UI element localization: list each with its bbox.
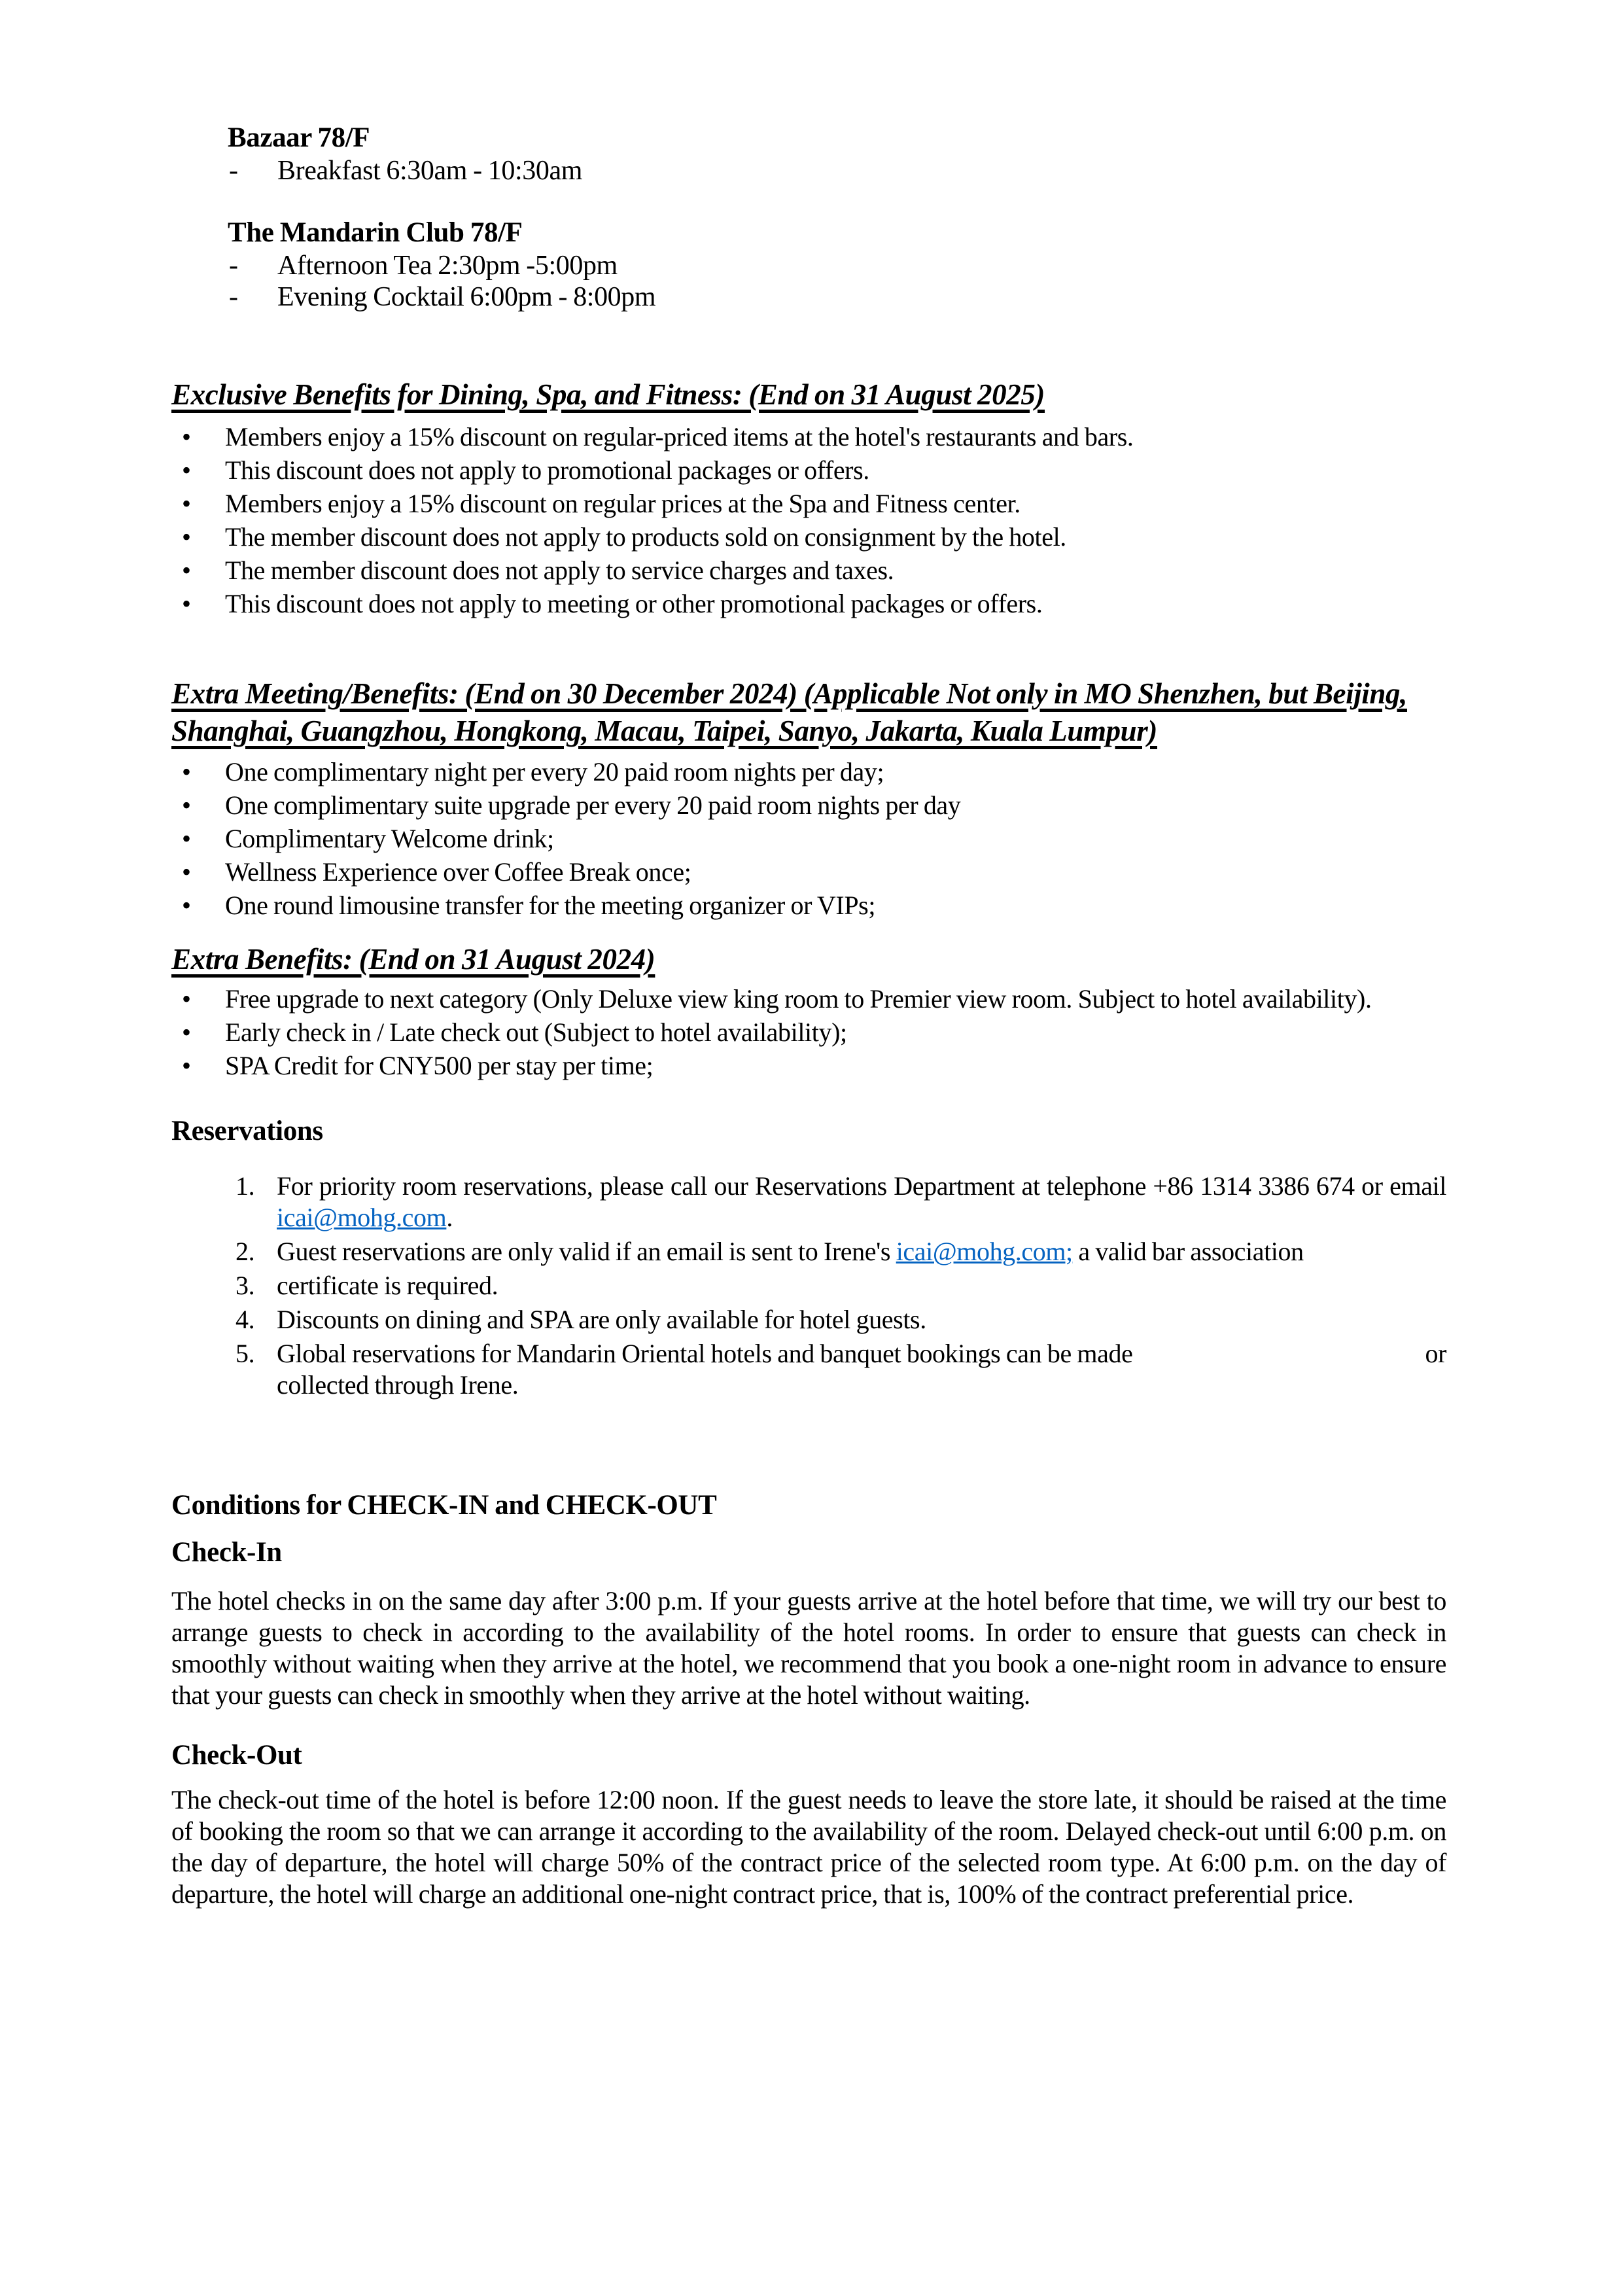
numbered-item-text [277,1338,1446,1401]
check-out-heading: Check-Out [171,1740,302,1771]
item-text-after-link: a valid bar association [1072,1237,1304,1266]
bullet-marker: • [182,422,191,451]
numbered-item-1 [171,1171,1446,1233]
numbered-item-4 [171,1304,1446,1335]
list-item-text: This discount does not apply to meeting or other promotional packages or offers. [225,589,1043,618]
list-item-text: Wellness Experience over Coffee Break once; [225,857,691,887]
list-item-text: This discount does not apply to promotional packages or offers. [225,455,869,485]
reservations-list [171,1171,1446,1401]
section-heading-exclusive-benefits [171,376,1446,414]
list-item-text: Complimentary Welcome drink; [225,824,554,853]
list-item [171,790,1446,821]
item-text-before-link: For priority room reservations, please call our Reservations Department at telephone +86 1314 3386 674 or email [277,1171,1446,1201]
number-marker: 3. [236,1271,255,1300]
list-item [171,1017,1446,1048]
number-marker: 5. [236,1339,255,1368]
email-link[interactable]: icai@mohg.com; [896,1237,1073,1266]
dining-hours-text: Afternoon Tea 2:30pm -5:00pm [277,251,618,281]
bullet-marker: • [182,589,191,618]
list-item-text: The member discount does not apply to service charges and taxes. [225,556,894,585]
dining-hours-text: Breakfast 6:30am - 10:30am [277,156,582,186]
check-in-heading: Check-In [171,1537,282,1568]
list-item [171,756,1446,788]
list-item [171,823,1446,855]
check-out-paragraph: The check-out time of the hotel is before 12:00 noon. If the guest needs to leave the store late, it should be raised at the time of booking the room so that we can arrange it according to the availability of the room. Delayed check-out until 6:00 p.m. on the day of departure, the hotel will charge 50% of the contract price of the selected room type. At 6:00 p.m. on the day of departure, the hotel will charge an additional one-night contract price, that is, 100% of the contract preferential price. [171,1785,1446,1909]
exclusive-benefits-list [171,421,1446,620]
item-text-line2: collected through Irene. [277,1370,519,1400]
dining-hours-item [171,281,1446,313]
list-item-text: One round limousine transfer for the meeting organizer or VIPs; [225,891,876,920]
bullet-marker: • [182,790,191,820]
extra-benefits-list [171,983,1446,1082]
list-item-text: One complimentary night per every 20 paid room nights per day; [225,757,884,786]
bullet-marker: • [182,1051,191,1080]
numbered-item-2 [171,1236,1446,1267]
list-item-text: One complimentary suite upgrade per every 20 paid room nights per day [225,790,961,820]
numbered-item-3 [171,1270,1446,1301]
list-item [171,588,1446,620]
section-heading-text: Exclusive Benefits for Dining, Spa, and Fitness: (End on 31 August 2025) [171,378,1045,411]
list-item-text: SPA Credit for CNY500 per stay per time; [225,1051,654,1080]
bullet-marker: • [182,891,191,920]
list-item-text: Members enjoy a 15% discount on regular-priced items at the hotel's restaurants and bars. [225,422,1134,451]
section-heading-extra-meeting-benefits [171,675,1446,750]
bullet-marker: • [182,556,191,585]
section-heading-text: Extra Benefits: (End on 31 August 2024) [171,943,655,976]
section-heading-extra-benefits [171,941,1446,978]
list-item [171,857,1446,888]
list-item-text: Free upgrade to next category (Only Deluxe view king room to Premier view room. Subject to hotel availability). [225,984,1372,1014]
number-marker: 2. [236,1237,255,1266]
dash-marker: - [229,282,238,312]
item-text-left: Global reservations for Mandarin Oriental hotels and banquet bookings can be made [277,1339,1133,1368]
numbered-item-text [277,1236,1446,1267]
list-item-text: Early check in / Late check out (Subject to hotel availability); [225,1017,847,1047]
list-item [171,983,1446,1015]
numbered-item-text: certificate is required. [277,1271,498,1300]
conditions-heading: Conditions for CHECK-IN and CHECK-OUT [171,1490,717,1521]
list-item-text: Members enjoy a 15% discount on regular prices at the Spa and Fitness center. [225,489,1021,518]
dining-hours-item [171,250,1446,281]
reservations-heading: Reservations [171,1116,323,1146]
bullet-marker: • [182,1017,191,1047]
venue-name-bazaar: Bazaar 78/F [228,122,370,153]
list-item [171,890,1446,921]
numbered-item-5 [171,1338,1446,1401]
number-marker: 4. [236,1305,255,1334]
list-item [171,455,1446,486]
bullet-marker: • [182,757,191,786]
email-link[interactable]: icai@mohg.com [277,1203,447,1232]
list-item [171,521,1446,553]
dining-hours-item [171,155,1446,186]
bullet-marker: • [182,824,191,853]
section-heading-text-line1: Extra Meeting/Benefits: (End on 30 December 2024) (Applicable Not only in MO Shenzhen, but Beijing, [171,677,1407,710]
list-item-text: The member discount does not apply to products sold on consignment by the hotel. [225,522,1066,552]
bullet-marker: • [182,984,191,1014]
item-text-before-link: Guest reservations are only valid if an email is sent to Irene's [277,1237,896,1266]
numbered-item-text [277,1171,1446,1233]
venue-name-mandarin-club: The Mandarin Club 78/F [228,217,523,248]
dining-hours-section [171,121,1446,313]
number-marker: 1. [236,1171,255,1201]
check-in-paragraph: The hotel checks in on the same day after 3:00 p.m. If your guests arrive at the hotel before that time, we will try our best to arrange guests to check in according to the availability of the hotel rooms. In order to ensure that guests can check in smoothly without waiting when they arrive at the hotel, we recommend that you book a one-night room in advance to ensure that your guests can check in smoothly when they arrive at the hotel without waiting. [171,1586,1446,1710]
item-text-after-link: . [446,1203,453,1232]
dining-hours-text: Evening Cocktail 6:00pm - 8:00pm [277,282,656,312]
bullet-marker: • [182,455,191,485]
numbered-item-text: Discounts on dining and SPA are only available for hotel guests. [277,1305,926,1334]
list-item [171,1050,1446,1082]
section-heading-text-line2: Shanghai, Guangzhou, Hongkong, Macau, Taipei, Sanyo, Jakarta, Kuala Lumpur) [171,715,1158,747]
bullet-marker: • [182,489,191,518]
item-text-right: or [1425,1339,1446,1368]
list-item [171,421,1446,453]
bullet-marker: • [182,522,191,552]
extra-meeting-benefits-list [171,756,1446,921]
dash-marker: - [229,251,238,281]
bullet-marker: • [182,857,191,887]
split-line [277,1338,1446,1369]
dash-marker: - [229,156,238,186]
list-item [171,488,1446,520]
list-item [171,555,1446,586]
